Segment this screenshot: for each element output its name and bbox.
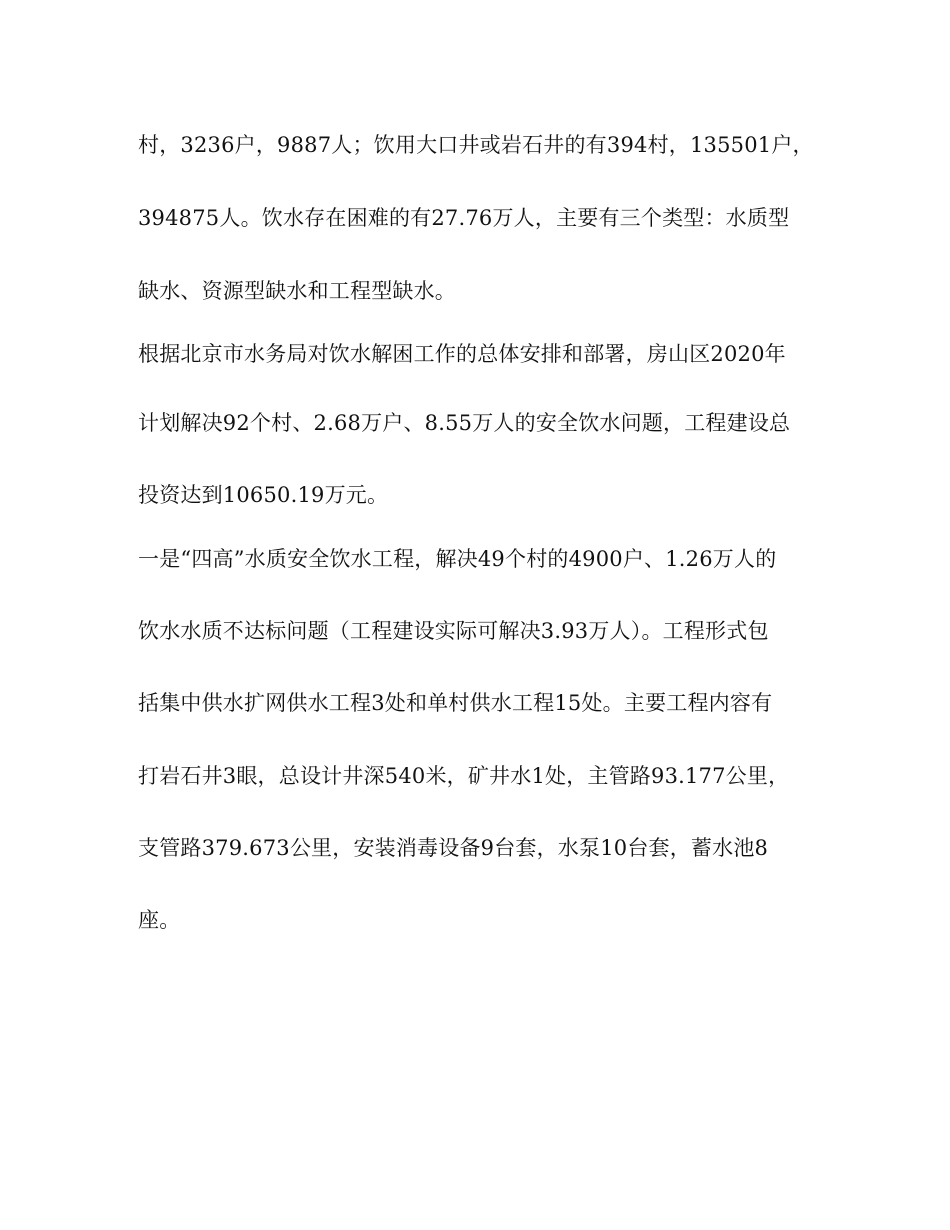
text-line: 一是“四高”水质安全饮水工程，解决49个村的4900户、1.26万人的: [138, 547, 777, 571]
text-line: 座。: [138, 908, 181, 932]
text-line: 村，3236户，9887人；饮用大口井或岩石井的有394村，135501户，: [138, 133, 814, 157]
text-line: 根据北京市水务局对饮水解困工作的总体安排和部署，房山区2020年: [138, 342, 786, 366]
text-line: 投资达到10650.19万元。: [138, 483, 389, 507]
text-line: 394875人。饮水存在困难的有27.76万人，主要有三个类型：水质型: [138, 206, 790, 230]
text-line: 括集中供水扩网供水工程3处和单村供水工程15处。主要工程内容有: [138, 691, 773, 715]
text-line: 计划解决92个村、2.68万户、8.55万人的安全饮水问题，工程建设总: [138, 411, 791, 435]
text-line: 打岩石井3眼，总设计井深540米，矿井水1处，主管路93.177公里，: [138, 764, 790, 788]
text-line: 支管路379.673公里，安装消毒设备9台套，水泵10台套，蓄水池8: [138, 836, 769, 860]
text-line: 缺水、资源型缺水和工程型缺水。: [138, 279, 456, 303]
text-line: 饮水水质不达标问题（工程建设实际可解决3.93万人）。工程形式包: [138, 619, 769, 643]
